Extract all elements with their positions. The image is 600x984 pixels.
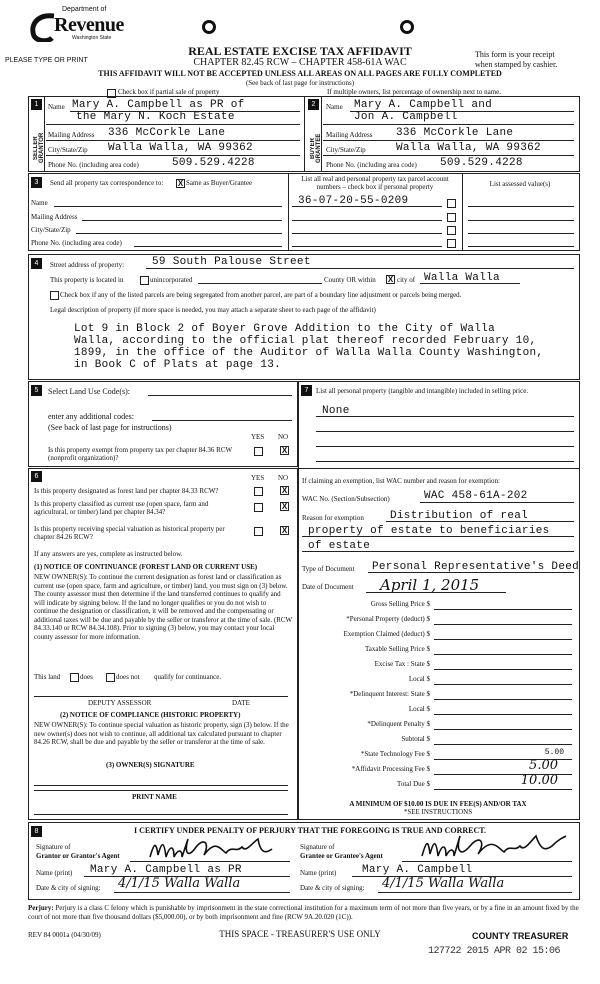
legal-line-2[interactable]: Walla, according to the official plat thereof recorded February 10,	[74, 335, 537, 347]
assessor-date-label: DATE	[232, 699, 250, 707]
fee-label: Taxable Selling Price $	[364, 645, 430, 653]
section-5-number: 5	[31, 385, 42, 396]
grantor-date-label: Date & city of signing:	[36, 884, 101, 892]
perjury-heading: Perjury:	[28, 904, 54, 912]
grantor-signature	[148, 835, 288, 863]
county-or-label: County OR within	[324, 276, 376, 284]
buyer-name-label: Name	[326, 103, 343, 111]
current-use-no-checkbox[interactable]: X	[281, 502, 288, 511]
land-use-label: Select Land Use Code(s):	[48, 387, 130, 396]
segregated-label: Check box if any of the listed parcels are being segregated from another parcel, are part of a boundary line adjustment or parcels being merged.	[60, 291, 462, 299]
print-name-label: PRINT NAME	[132, 793, 177, 801]
perjury-text: Perjury is a class C felony which is punishable by imprisonment in the state correctional institution for a maximum term of not more than five years, or by a fine in an amount fixed by the court of not more than five thousand dollars ($5,000.00), or by both imprisonment and fine (RCW 9A.20.020 (1C)).	[28, 904, 579, 922]
buyer-city-label: City/State/Zip	[326, 146, 366, 154]
doc-date-label: Date of Document	[302, 583, 354, 591]
doc-date[interactable]: April 1, 2015	[380, 576, 480, 594]
fee-label: *Delinquent Interest: State $	[349, 690, 430, 698]
personal-property-checkbox[interactable]	[447, 199, 456, 208]
logo-dept: Department of	[62, 6, 107, 13]
segregated-checkbox[interactable]	[50, 291, 59, 300]
forest-no-checkbox[interactable]: X	[281, 486, 288, 495]
grantor-signature-label: Signature of	[36, 843, 71, 851]
same-as-buyer-checkbox[interactable]: X	[177, 179, 184, 188]
receipt-note-2: when stamped by cashier.	[475, 60, 558, 69]
assessed-header: List assessed value(s)	[489, 180, 551, 188]
qualify-label: qualify for continuance.	[154, 673, 222, 681]
send-correspondence-label: Send all property tax correspondence to:	[50, 179, 164, 187]
buyer-name-2[interactable]: Jon A. Campbell	[354, 111, 458, 123]
corr-city-label: City/State/Zip	[31, 226, 71, 234]
this-land-label: This land	[34, 673, 61, 681]
fee-label: *Affidavit Processing Fee $	[351, 765, 430, 773]
legal-line-4[interactable]: in Book C of Plats at page 13.	[74, 359, 282, 371]
exempt-yes-checkbox[interactable]	[254, 447, 263, 456]
please-type: PLEASE TYPE OR PRINT	[5, 57, 88, 64]
fee-label: *Personal Property (deduct) $	[346, 615, 430, 623]
seller-phone[interactable]: 509.529.4228	[172, 157, 255, 169]
forest-question: Is this property designated as forest land per chapter 84.33 RCW?	[34, 487, 219, 495]
buyer-grantee-label: BUYER GRANTEE	[310, 133, 322, 163]
any-yes-note: If any answers are yes, complete as instructed below.	[34, 550, 183, 558]
section-3-number: 3	[31, 177, 42, 188]
unincorporated-checkbox[interactable]	[140, 276, 149, 285]
buyer-mail[interactable]: 336 McCorkle Lane	[396, 127, 514, 139]
section-8-number: 8	[31, 826, 42, 837]
see-instructions-note: *SEE INSTRUCTIONS	[403, 808, 473, 816]
corr-mail-label: Mailing Address	[31, 213, 78, 221]
warning-text: THIS AFFIDAVIT WILL NOT BE ACCEPTED UNLESS ALL AREAS ON ALL PAGES ARE FULLY COMPLETED	[98, 69, 502, 78]
owner-signature-title: (3) OWNER(S) SIGNATURE	[106, 761, 195, 769]
exempt-no-checkbox[interactable]: X	[281, 446, 288, 455]
grantor-date-city[interactable]: 4/1/15 Walla Walla	[118, 876, 241, 891]
historic-yes-checkbox[interactable]	[254, 527, 263, 536]
seller-mail-label: Mailing Address	[48, 131, 95, 139]
city-of-label: city of	[397, 276, 416, 284]
fee-value[interactable]: 5.00	[529, 758, 558, 773]
corr-name-label: Name	[31, 199, 48, 207]
county-treasurer-label: COUNTY TREASURER	[472, 931, 569, 941]
notice-compliance-body: NEW OWNER(S): To continue special valuation as historic property, sign (3) below. If the new owner(s) does not wish to continue, all additional tax calculated pursuant to chapter 84.26 RCW, shall be due and payable by the seller or transferor at the time of sale.	[34, 721, 289, 747]
punch-hole-icon	[202, 20, 216, 34]
no-header: NO	[278, 433, 289, 441]
logo-state: Washington State	[72, 35, 112, 41]
buyer-mail-label: Mailing Address	[326, 131, 373, 139]
form-chapter: CHAPTER 82.45 RCW – CHAPTER 458-61A WAC	[193, 57, 407, 68]
historic-no-checkbox[interactable]: X	[281, 526, 288, 535]
notice-compliance-title: (2) NOTICE OF COMPLIANCE (HISTORIC PROPERTY)	[60, 711, 241, 719]
street-label: Street address of property:	[50, 261, 125, 269]
perjury-note	[28, 904, 580, 922]
fee-label: Gross Selling Price $	[370, 600, 430, 608]
seller-phone-label: Phone No. (including area code)	[48, 161, 139, 169]
corr-phone-label: Phone No. (including area code)	[31, 239, 122, 247]
yes-header: YES	[251, 433, 265, 441]
personal-property-checkbox[interactable]	[447, 239, 456, 248]
property-city[interactable]: Walla Walla	[424, 272, 500, 284]
grantee-signature	[420, 832, 570, 862]
buyer-phone[interactable]: 509.529.4228	[440, 157, 523, 169]
dor-logo	[28, 6, 123, 44]
personal-property-checkbox[interactable]	[447, 226, 456, 235]
logo-name: Revenue	[54, 14, 124, 36]
fee-value[interactable]: 5.00	[544, 748, 564, 757]
notice-continuance-body: NEW OWNER(S): To continue the current designation as forest land or classification as current use (open space, farm and agriculture, or timber) land, you must sign on (3) below. The county assessor must then determine if the land transferred continues to qualify and will indicate by signing below. If the land no longer qualifies or you do not wish to continue the designation or classification, it will be removed and the compensating or additional taxes will be due and payable by the seller or transferor at the time of sale. (RCW 84.33.140 or RCW 84.34.108). Prior to signing (3) below, you may contact your local county assessor for more information.	[34, 573, 293, 641]
current-use-question: Is this property classified as current use (open space, farm and agricultural, or timber) land per chapter 84.34?	[34, 500, 209, 517]
revision-number: REV 84 0001a (04/30/09)	[28, 931, 101, 939]
section-2-number: 2	[308, 99, 319, 110]
current-use-yes-checkbox[interactable]	[254, 503, 263, 512]
grantee-name[interactable]: Mary A. Campbell	[362, 864, 473, 876]
section-7-number: 7	[301, 385, 312, 396]
grantee-signature-label: Signature of	[300, 843, 335, 851]
unincorporated-label: unincorporated	[150, 276, 193, 284]
wac-label: WAC No. (Section/Subsection)	[302, 495, 390, 503]
form-title: REAL ESTATE EXCISE TAX AFFIDAVIT	[188, 44, 412, 58]
certify-statement: I CERTIFY UNDER PENALTY OF PERJURY THAT THE FOREGOING IS TRUE AND CORRECT.	[133, 826, 486, 835]
personal-property-value[interactable]: None	[322, 405, 350, 417]
reason-label: Reason for exemption	[302, 514, 364, 522]
multiple-owners-note: If multiple owners, list percentage of ownership next to name.	[327, 88, 501, 96]
parcel-header: List all real and personal property tax parcel account numbers – check box if personal property	[301, 175, 449, 192]
grantee-date-label: Date & city of signing:	[300, 884, 365, 892]
reason-line-2[interactable]: property of estate to beneficiaries	[308, 525, 550, 537]
yes-header: YES	[251, 474, 265, 482]
personal-property-label: List all personal property (tangible and intangible) included in selling price.	[316, 387, 529, 395]
fee-label: *State Technology Fee $	[360, 750, 430, 758]
section-6-number: 6	[31, 471, 42, 482]
see-back: (See back of last page for instructions)	[245, 79, 355, 87]
receipt-note-1: This form is your receipt	[475, 50, 555, 59]
fee-value[interactable]: 10.00	[520, 773, 558, 788]
fee-label: *Delinquent Penalty $	[367, 720, 430, 728]
buyer-phone-label: Phone No. (including area code)	[326, 161, 417, 169]
deputy-assessor-label: DEPUTY ASSESSOR	[88, 699, 152, 707]
fee-label: Excise Tax : State $	[374, 660, 430, 668]
partial-sale-label: Check box if partial sale of property	[118, 88, 220, 96]
personal-property-checkbox[interactable]	[447, 213, 456, 222]
seller-grantor-label: SELLER GRANTOR	[33, 132, 45, 164]
grantee-name-label: Name (print)	[300, 869, 337, 877]
notice-continuance-title: (1) NOTICE OF CONTINUANCE (FOREST LAND OR CURRENT USE)	[34, 563, 258, 571]
legal-label: Legal description of property (if more space is needed, you may attach a separate sheet to each page of the affidavit)	[50, 306, 376, 314]
grantor-name[interactable]: Mary A. Campbell as PR	[90, 864, 242, 876]
does-not-label: does not	[116, 673, 140, 681]
seller-name-label: Name	[48, 103, 65, 111]
within-city-checkbox[interactable]: X	[387, 275, 394, 284]
seller-name-1[interactable]: Mary A. Campbell as PR of	[72, 99, 245, 111]
historic-question: Is this property receiving special valuation as historical property per chapter 84.26 RCW?	[34, 525, 225, 542]
section-4-number: 4	[31, 258, 42, 269]
punch-hole-icon	[400, 20, 414, 34]
fee-label: Exemption Claimed (deduct) $	[343, 630, 430, 638]
located-label: This property is located in	[50, 276, 124, 284]
fee-label: Local $	[408, 705, 430, 713]
buyer-name-1[interactable]: Mary A. Campbell and	[354, 99, 493, 111]
section-1-number: 1	[31, 99, 42, 110]
receipt-stamp: 127722 2015 APR 02 15:06	[428, 946, 561, 957]
reason-line-3[interactable]: of estate	[308, 540, 371, 552]
doc-type[interactable]: Personal Representative's Deed	[372, 561, 580, 573]
treasurer-space-label: THIS SPACE - TREASURER'S USE ONLY	[219, 929, 381, 939]
does-not-checkbox[interactable]	[106, 673, 115, 682]
minimum-due-note: A MINIMUM OF $10.00 IS DUE IN FEE(S) AND/OR TAX	[349, 800, 527, 808]
seller-city-label: City/State/Zip	[48, 146, 88, 154]
does-checkbox[interactable]	[70, 673, 79, 682]
exempt-question: Is this property exempt from property tax per chapter 84.36 RCW (nonprofit organization)?	[48, 446, 232, 463]
grantor-agent-label: Grantor or Grantor's Agent	[36, 852, 120, 860]
legal-line-1[interactable]: Lot 9 in Block 2 of Boyer Grove Addition to the City of Walla	[74, 323, 495, 335]
parcel-number[interactable]: 36-07-20-55-0209	[298, 195, 409, 207]
forest-yes-checkbox[interactable]	[254, 487, 263, 496]
fee-label: Local $	[408, 675, 430, 683]
fee-label: Total Due $	[397, 780, 430, 788]
fee-label: Subtotal $	[401, 735, 430, 743]
seller-name-2[interactable]: the Mary N. Koch Estate	[76, 111, 235, 123]
seller-city[interactable]: Walla Walla, WA 99362	[108, 142, 253, 154]
additional-codes-label: enter any additional codes:	[48, 412, 134, 421]
does-label: does	[80, 673, 93, 681]
buyer-city[interactable]: Walla Walla, WA 99362	[396, 142, 541, 154]
grantee-date-city[interactable]: 4/1/15 Walla Walla	[382, 876, 505, 891]
grantee-agent-label: Grantee or Grantee's Agent	[300, 852, 383, 860]
no-header: NO	[278, 474, 289, 482]
same-as-buyer-label: Same as Buyer/Grantee	[186, 179, 253, 187]
wac-number[interactable]: WAC 458-61A-202	[424, 490, 528, 502]
street-address[interactable]: 59 South Palouse Street	[152, 256, 311, 268]
land-use-see-back: (See back of last page for instructions)	[48, 423, 172, 432]
reason-line-1[interactable]: Distribution of real	[390, 510, 529, 522]
legal-line-3[interactable]: 1899, in the office of the Auditor of Walla Walla County Washington,	[74, 347, 544, 359]
seller-mail[interactable]: 336 McCorkle Lane	[108, 127, 226, 139]
doc-type-label: Type of Document	[302, 565, 355, 573]
exemption-intro: If claiming an exemption, list WAC number and reason for exemption:	[302, 477, 500, 485]
grantor-name-label: Name (print)	[36, 869, 73, 877]
